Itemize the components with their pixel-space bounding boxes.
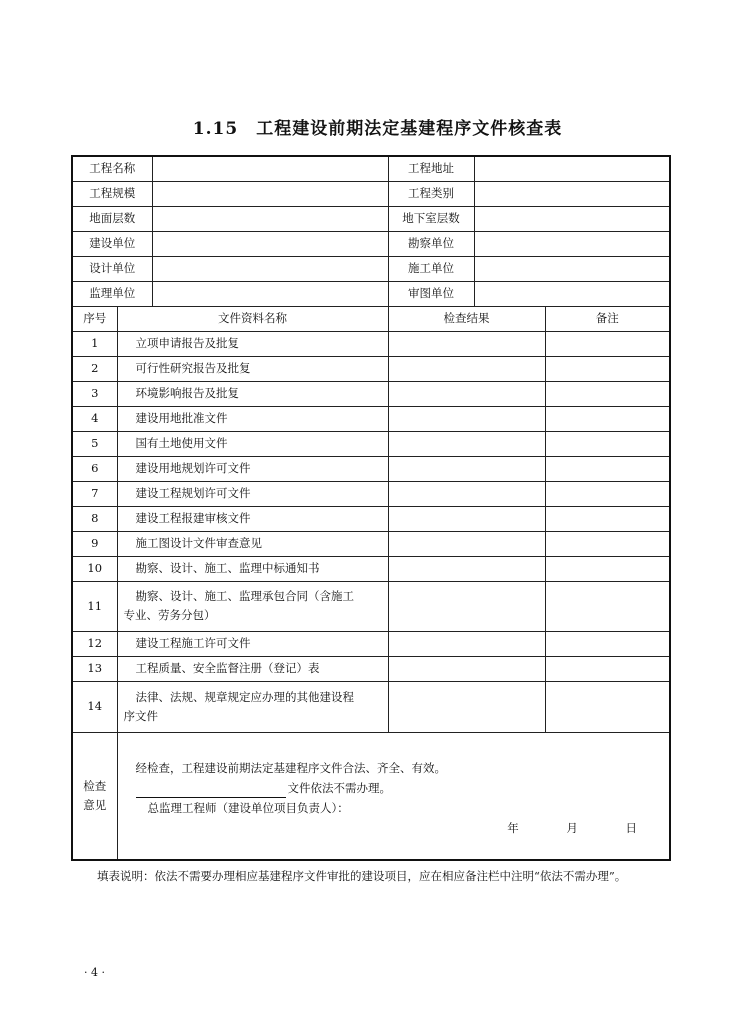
row-document-name: 国有土地使用文件: [117, 431, 388, 456]
title-text: 工程建设前期法定基建程序文件核查表: [256, 119, 563, 139]
info-row: [72, 256, 670, 281]
row-result-cell[interactable]: [388, 631, 545, 656]
row-remark-cell[interactable]: [545, 431, 670, 456]
row-index: 14: [72, 681, 117, 732]
row-remark-cell[interactable]: [545, 356, 670, 381]
info-label: 设计单位: [72, 256, 152, 281]
row-document-name: 建设工程施工许可文件: [117, 631, 388, 656]
table-row: [72, 381, 670, 406]
row-document-name: 建设工程报建审核文件: [117, 506, 388, 531]
info-value-cell[interactable]: [152, 206, 388, 231]
table-row: [72, 681, 670, 732]
info-value-cell[interactable]: [152, 181, 388, 206]
row-document-name: 建设用地规划许可文件: [117, 456, 388, 481]
table-row: [72, 656, 670, 681]
table-row: [72, 631, 670, 656]
info-row: [72, 281, 670, 306]
row-remark-cell[interactable]: [545, 331, 670, 356]
date-day: 日: [625, 820, 637, 835]
row-result-cell[interactable]: [388, 331, 545, 356]
info-row: [72, 156, 670, 181]
info-label: 施工单位: [388, 256, 474, 281]
info-value-cell[interactable]: [152, 231, 388, 256]
row-remark-cell[interactable]: [545, 631, 670, 656]
row-result-cell[interactable]: [388, 581, 545, 631]
row-document-name: 环境影响报告及批复: [117, 381, 388, 406]
info-label: 勘察单位: [388, 231, 474, 256]
row-remark-cell[interactable]: [545, 681, 670, 732]
row-index: 10: [72, 556, 117, 581]
opinion-date: [485, 819, 637, 838]
info-label: 工程地址: [388, 156, 474, 181]
row-document-name: 施工图设计文件审查意见: [117, 531, 388, 556]
info-label: 工程规模: [72, 181, 152, 206]
row-index: 7: [72, 481, 117, 506]
info-value-cell[interactable]: [474, 181, 670, 206]
row-index: 12: [72, 631, 117, 656]
info-value-cell[interactable]: [474, 231, 670, 256]
row-result-cell[interactable]: [388, 481, 545, 506]
opinion-row: [72, 732, 670, 860]
row-document-name: 立项申请报告及批复: [117, 331, 388, 356]
row-name-line1: 法律、法规、规章规定应办理的其他建设程: [135, 689, 354, 704]
opinion-statement: 经检查，工程建设前期法定基建程序文件合法、齐全、有效。: [135, 760, 446, 775]
table-row: [72, 556, 670, 581]
row-name-line2: 序文件: [123, 708, 158, 723]
row-remark-cell[interactable]: [545, 381, 670, 406]
row-document-name: [117, 581, 388, 631]
opinion-signatory: 总监理工程师（建设单位项目负责人）：: [147, 800, 349, 815]
row-index: 8: [72, 506, 117, 531]
row-result-cell[interactable]: [388, 531, 545, 556]
date-month: 月: [566, 820, 578, 835]
row-result-cell[interactable]: [388, 681, 545, 732]
row-result-cell[interactable]: [388, 506, 545, 531]
opinion-label: [72, 732, 117, 860]
row-result-cell[interactable]: [388, 456, 545, 481]
row-document-name: 可行性研究报告及批复: [117, 356, 388, 381]
info-row: [72, 181, 670, 206]
row-name-line2: 专业、劳务分包）: [123, 608, 216, 622]
row-result-cell[interactable]: [388, 356, 545, 381]
info-label: 地下室层数: [388, 206, 474, 231]
info-value-cell[interactable]: [152, 156, 388, 181]
fill-instructions: 填表说明：依法不需要办理相应基建程序文件审批的建设项目，应在相应备注栏中注明“依法不需办理”。: [97, 869, 627, 883]
exemption-suffix: 文件依法不需办理。: [287, 780, 391, 795]
row-result-cell[interactable]: [388, 656, 545, 681]
row-index: 9: [72, 531, 117, 556]
page-title: [0, 114, 755, 139]
row-index: 3: [72, 381, 117, 406]
row-remark-cell[interactable]: [545, 506, 670, 531]
row-document-name: 建设用地批准文件: [117, 406, 388, 431]
info-label: 监理单位: [72, 281, 152, 306]
table-header-row: [72, 306, 670, 331]
table-row: [72, 581, 670, 631]
info-value-cell[interactable]: [152, 256, 388, 281]
row-remark-cell[interactable]: [545, 406, 670, 431]
row-index: 1: [72, 331, 117, 356]
page-number: · 4 ·: [84, 966, 105, 979]
row-remark-cell[interactable]: [545, 531, 670, 556]
table-row: [72, 406, 670, 431]
info-label: 工程名称: [72, 156, 152, 181]
row-index: 5: [72, 431, 117, 456]
table-row: [72, 356, 670, 381]
info-value-cell[interactable]: [152, 281, 388, 306]
row-remark-cell[interactable]: [545, 481, 670, 506]
info-label: 建设单位: [72, 231, 152, 256]
row-result-cell[interactable]: [388, 556, 545, 581]
info-row: [72, 231, 670, 256]
row-remark-cell[interactable]: [545, 556, 670, 581]
info-label: 审图单位: [388, 281, 474, 306]
row-index: 13: [72, 656, 117, 681]
opinion-exemption-line: [136, 779, 392, 798]
table-row: [72, 531, 670, 556]
row-remark-cell[interactable]: [545, 581, 670, 631]
header-remark: 备注: [545, 306, 670, 331]
table-row: [72, 456, 670, 481]
opinion-label-line2: 意见: [83, 797, 107, 812]
table-row: [72, 481, 670, 506]
section-number: 1.15: [192, 119, 239, 139]
row-remark-cell[interactable]: [545, 456, 670, 481]
info-value-cell[interactable]: [474, 281, 670, 306]
row-document-name: 建设工程规划许可文件: [117, 481, 388, 506]
table-row: [72, 506, 670, 531]
row-document-name: [117, 681, 388, 732]
header-result: 检查结果: [388, 306, 545, 331]
row-name-line1: 勘察、设计、施工、监理承包合同（含施工: [135, 589, 354, 603]
info-label: 工程类别: [388, 181, 474, 206]
info-value-cell[interactable]: [474, 206, 670, 231]
row-index: 6: [72, 456, 117, 481]
row-document-name: 工程质量、安全监督注册（登记）表: [117, 656, 388, 681]
info-value-cell[interactable]: [474, 256, 670, 281]
table-row: [72, 431, 670, 456]
info-label: 地面层数: [72, 206, 152, 231]
check-table: [71, 155, 671, 861]
row-document-name: 勘察、设计、施工、监理中标通知书: [117, 556, 388, 581]
row-result-cell[interactable]: [388, 381, 545, 406]
header-name: 文件资料名称: [117, 306, 388, 331]
row-result-cell[interactable]: [388, 431, 545, 456]
info-value-cell[interactable]: [474, 156, 670, 181]
row-remark-cell[interactable]: [545, 656, 670, 681]
exemption-blank-field[interactable]: [136, 785, 286, 798]
row-index: 11: [72, 581, 117, 631]
row-index: 2: [72, 356, 117, 381]
info-row: [72, 206, 670, 231]
table-row: [72, 331, 670, 356]
opinion-label-line1: 检查: [83, 778, 107, 793]
header-index: 序号: [72, 306, 117, 331]
date-year: 年: [507, 820, 519, 835]
row-result-cell[interactable]: [388, 406, 545, 431]
opinion-content: [117, 732, 670, 860]
row-index: 4: [72, 406, 117, 431]
